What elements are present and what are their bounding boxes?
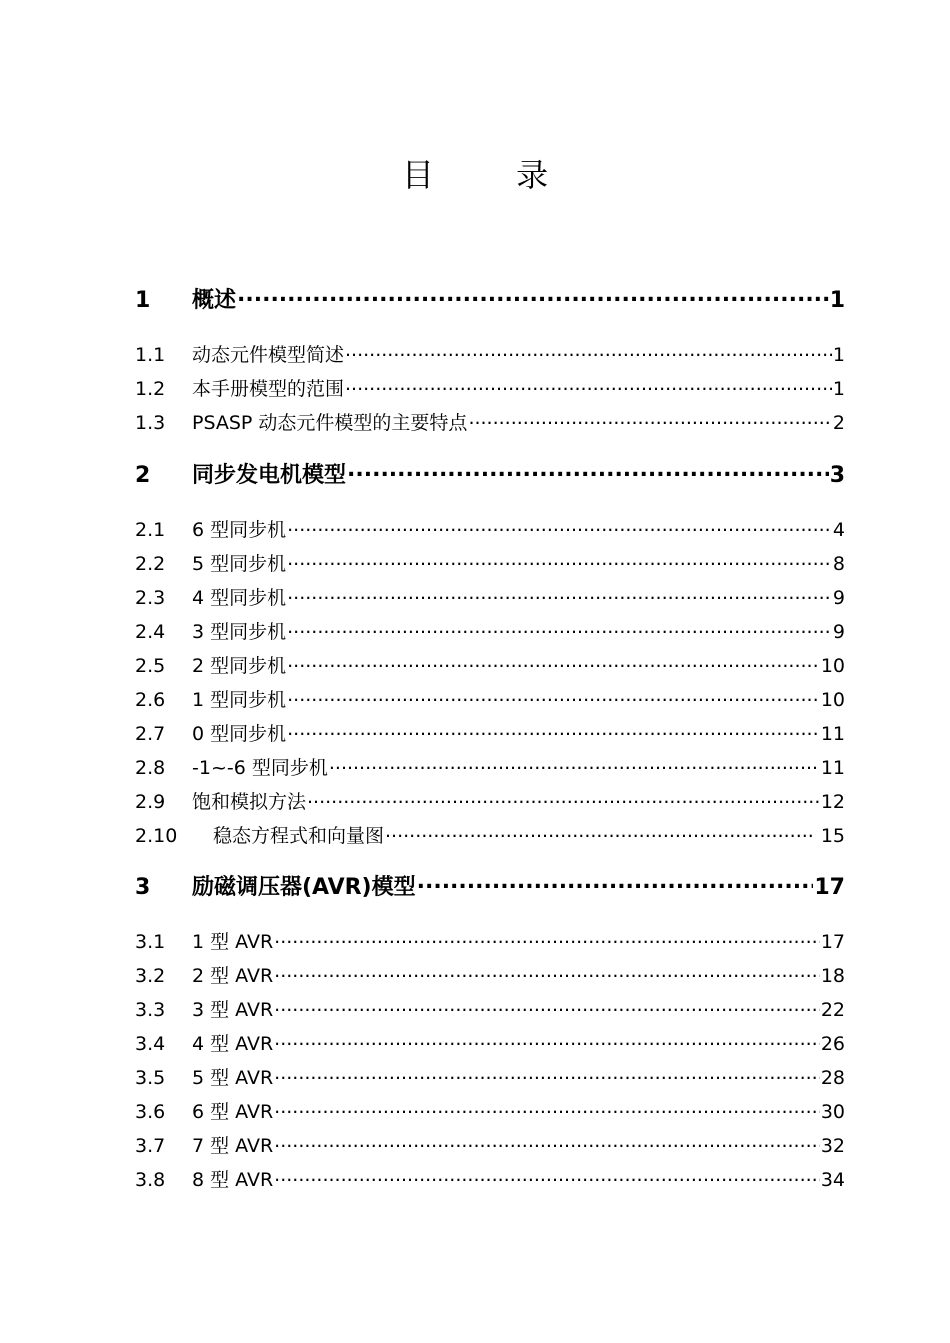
toc-entry[interactable]	[135, 583, 845, 610]
toc-leader-dots	[385, 823, 814, 842]
toc-entry-number: 3.8	[135, 1169, 166, 1191]
toc-entry-page: 8	[832, 553, 845, 575]
toc-entry[interactable]	[135, 787, 845, 814]
toc-entry-page: 26	[820, 1033, 845, 1055]
toc-entry[interactable]	[135, 1063, 845, 1090]
toc-entry-number: 3.1	[135, 931, 166, 953]
toc-entry-number: 3.4	[135, 1033, 166, 1055]
toc-entry-title: 4 型同步机	[192, 587, 287, 609]
toc-entry-title: 励磁调压器(AVR)模型	[192, 875, 416, 900]
toc-entry-page: 4	[832, 519, 845, 541]
toc-entry[interactable]	[135, 408, 845, 435]
toc-leader-dots	[274, 1031, 820, 1050]
toc-entry[interactable]	[135, 1029, 845, 1056]
toc-entry-title: 5 型 AVR	[192, 1067, 274, 1089]
toc-entry[interactable]	[135, 458, 845, 489]
toc-entry[interactable]	[135, 515, 845, 542]
toc-leader-dots	[274, 963, 820, 982]
toc-entry-number: 1.3	[135, 412, 166, 434]
toc-entry-page: 11	[820, 757, 845, 779]
toc-entry-title: -1~-6 型同步机	[192, 757, 328, 779]
toc-entry-page: 22	[820, 999, 845, 1021]
toc-entry-title: PSASP 动态元件模型的主要特点	[192, 412, 468, 434]
toc-entry-title: 6 型同步机	[192, 519, 287, 541]
toc-entry[interactable]	[135, 995, 845, 1022]
toc-entry-number: 2.10	[135, 825, 178, 847]
toc-leader-dots	[417, 872, 814, 894]
toc-leader-dots	[274, 929, 820, 948]
toc-entry-title: 3 型 AVR	[192, 999, 274, 1021]
toc-entry-number: 3.7	[135, 1135, 166, 1157]
toc-entry-number: 2.8	[135, 757, 166, 779]
toc-entry-number: 3.5	[135, 1067, 166, 1089]
toc-entry-number: 3.2	[135, 965, 166, 987]
toc-entry[interactable]	[135, 685, 845, 712]
toc-entry-number: 2.9	[135, 791, 166, 813]
toc-entry-number: 1.2	[135, 378, 166, 400]
toc-entry-page: 9	[832, 587, 845, 609]
toc-entry-number: 2.1	[135, 519, 166, 541]
toc-leader-dots	[287, 687, 820, 706]
toc-entry[interactable]	[135, 1165, 845, 1192]
toc-entry-title: 0 型同步机	[192, 723, 287, 745]
toc-leader-dots	[287, 619, 832, 638]
toc-leader-dots	[345, 376, 832, 395]
toc-entry-page: 34	[820, 1169, 845, 1191]
toc-leader-dots	[287, 517, 832, 536]
toc-entry-number: 2.6	[135, 689, 166, 711]
toc-entry-title: 稳态方程式和向量图	[213, 825, 385, 847]
toc-entry-title: 同步发电机模型	[192, 463, 347, 488]
toc-leader-dots	[347, 460, 829, 482]
toc-entry-title: 5 型同步机	[192, 553, 287, 575]
toc-entry-title: 7 型 AVR	[192, 1135, 274, 1157]
toc-entry-number: 2.7	[135, 723, 166, 745]
toc-entry-title: 6 型 AVR	[192, 1101, 274, 1123]
toc-entry[interactable]	[135, 340, 845, 367]
toc-entry[interactable]	[135, 870, 845, 901]
toc-entry-number: 1	[135, 288, 151, 313]
toc-entry-number: 2.3	[135, 587, 166, 609]
toc-leader-dots	[345, 342, 832, 361]
toc-entry-page: 10	[820, 655, 845, 677]
toc-entry-title: 2 型同步机	[192, 655, 287, 677]
toc-entry-page: 17	[820, 931, 845, 953]
toc-leader-dots	[329, 755, 820, 774]
toc-entry-number: 2.5	[135, 655, 166, 677]
toc-entry-number: 2.2	[135, 553, 166, 575]
toc-entry-page: 28	[820, 1067, 845, 1089]
toc-entry[interactable]	[135, 927, 845, 954]
toc-entry[interactable]	[135, 617, 845, 644]
toc-entry-title: 1 型 AVR	[192, 931, 274, 953]
toc-entry-page: 1	[832, 344, 845, 366]
toc-entry[interactable]	[135, 651, 845, 678]
toc-entry[interactable]	[135, 719, 845, 746]
toc-entry-page: 32	[820, 1135, 845, 1157]
toc-entry-title: 饱和模拟方法	[192, 791, 307, 813]
toc-entry-number: 1.1	[135, 344, 166, 366]
toc-entry-page: 18	[820, 965, 845, 987]
toc-entry-page: 10	[820, 689, 845, 711]
toc-entry[interactable]	[135, 549, 845, 576]
toc-leader-dots	[274, 1099, 820, 1118]
toc-entry-page: 15	[814, 825, 845, 847]
toc-entry-title: 3 型同步机	[192, 621, 287, 643]
toc-entry[interactable]	[135, 1131, 845, 1158]
toc-entry-title: 8 型 AVR	[192, 1169, 274, 1191]
toc-leader-dots	[237, 285, 829, 307]
toc-entry[interactable]	[135, 821, 845, 848]
toc-entry[interactable]	[135, 961, 845, 988]
toc-entry-number: 3.3	[135, 999, 166, 1021]
toc-leader-dots	[274, 1133, 820, 1152]
toc-entry-page: 30	[820, 1101, 845, 1123]
toc-entry[interactable]	[135, 374, 845, 401]
toc-entry-number: 2	[135, 463, 151, 488]
toc-entry-title: 概述	[192, 288, 237, 313]
toc-entry-page: 1	[832, 378, 845, 400]
toc-leader-dots	[274, 1167, 820, 1186]
toc-entry-page: 3	[829, 463, 845, 488]
toc-entry-number: 3	[135, 875, 151, 900]
toc-entry-page: 2	[832, 412, 845, 434]
toc-leader-dots	[287, 585, 832, 604]
toc-entry[interactable]	[135, 753, 845, 780]
toc-leader-dots	[468, 410, 831, 429]
toc-entry-page: 1	[829, 288, 845, 313]
toc-entry-page: 17	[814, 875, 845, 900]
toc-leader-dots	[287, 721, 820, 740]
toc-leader-dots	[274, 1065, 820, 1084]
toc-entry-page: 12	[820, 791, 845, 813]
toc-leader-dots	[307, 789, 820, 808]
toc-entry-title: 动态元件模型简述	[192, 344, 345, 366]
toc-entry[interactable]	[135, 283, 845, 314]
toc-entry-title: 4 型 AVR	[192, 1033, 274, 1055]
toc-entry-number: 2.4	[135, 621, 166, 643]
toc-entry-title: 2 型 AVR	[192, 965, 274, 987]
toc-leader-dots	[287, 653, 820, 672]
toc-leader-dots	[274, 997, 820, 1016]
toc-leader-dots	[287, 551, 832, 570]
page-title: 目 录	[401, 156, 585, 194]
toc-entry-title: 本手册模型的范围	[192, 378, 345, 400]
toc-entry[interactable]	[135, 1097, 845, 1124]
toc-entry-page: 9	[832, 621, 845, 643]
toc-entry-page: 11	[820, 723, 845, 745]
toc-entry-number: 3.6	[135, 1101, 166, 1123]
toc-entry-title: 1 型同步机	[192, 689, 287, 711]
